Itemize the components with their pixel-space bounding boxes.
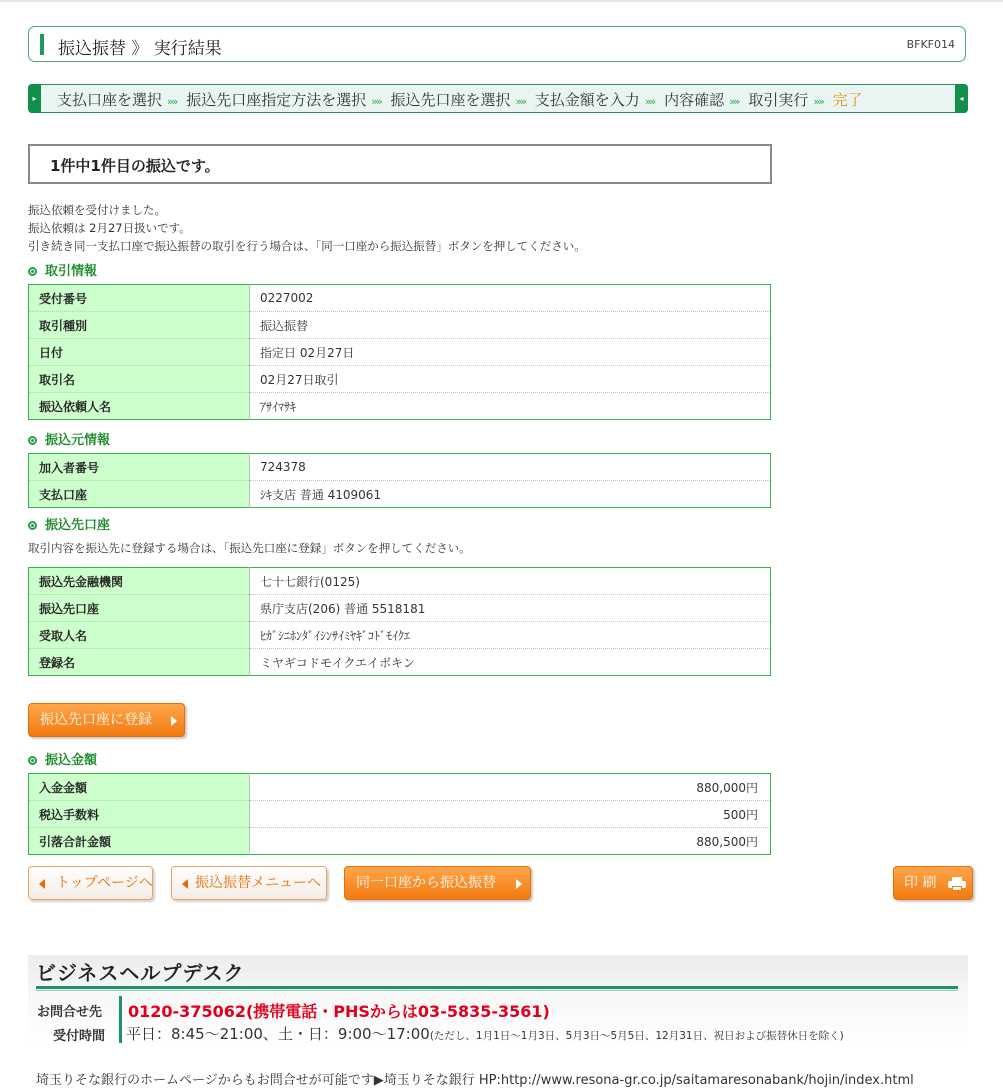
table-row xyxy=(29,622,771,649)
page-title: 振込振替 》 実行結果 xyxy=(58,39,222,59)
row-label: 支払口座 xyxy=(29,481,250,508)
step-separator-icon: »» xyxy=(644,95,655,108)
row-value: 500円 xyxy=(250,801,771,828)
step-6: 取引実行 xyxy=(748,91,809,109)
section-source-header xyxy=(28,429,110,447)
step-separator-icon: »» xyxy=(371,95,381,108)
step-right-cap-icon: ◂ xyxy=(955,84,968,113)
step-5: 内容確認 xyxy=(664,91,725,109)
same-account-transfer-button[interactable] xyxy=(344,866,531,900)
table-row xyxy=(29,828,771,855)
message-continue: 引き続き同一支払口座で振込振替の取引を行う場合は、「同一口座から振込振替」ボタンを押してください。 xyxy=(28,239,586,253)
table-row xyxy=(29,595,771,622)
step-separator-icon: »» xyxy=(729,95,739,108)
row-value: ﾋｶﾞｼﾆﾎﾝﾀﾞｲｼﾝｻｲﾐﾔｷﾞｺﾄﾞﾓｲｸｴ xyxy=(250,622,771,649)
row-label: 入金金額 xyxy=(29,774,250,801)
print-button[interactable] xyxy=(893,866,973,900)
printer-icon xyxy=(948,877,966,890)
business-hours-text: 平日：8:45～21:00、土・日：9:00～17:00 xyxy=(126,1025,430,1043)
source-info-table xyxy=(28,453,771,508)
transaction-info-table xyxy=(28,284,771,420)
register-destination-label: 振込先口座に登録 xyxy=(40,712,152,728)
contact-phone: 0120-375062(携帯電話・PHSからは03-5835-3561) xyxy=(128,1002,550,1021)
row-value: 振込振替 xyxy=(250,312,771,339)
row-value: 880,500円 xyxy=(696,834,758,849)
table-row xyxy=(29,568,771,595)
business-hours-note: (ただし、1月1日～1月3日、5月3日～5月5日、12月31日、祝日および振替休日を除く) xyxy=(429,1030,844,1042)
row-label: 振込先金融機関 xyxy=(29,568,250,595)
table-row xyxy=(29,454,771,481)
row-label: 振込先口座 xyxy=(29,595,250,622)
table-row xyxy=(29,366,771,393)
step-4: 支払金額を入力 xyxy=(534,91,640,109)
help-desk-title: ビジネスヘルプデスク xyxy=(36,961,245,985)
help-desk-divider-thin xyxy=(36,990,958,991)
title-accent-bar xyxy=(40,34,44,55)
top-border xyxy=(0,0,1003,2)
section-title: 振込金額 xyxy=(45,753,98,768)
page-title-bar xyxy=(28,26,966,62)
row-value: 指定日 02月27日 xyxy=(250,339,771,366)
row-label: 日付 xyxy=(29,339,250,366)
row-label: 税込手数料 xyxy=(29,801,250,828)
transfer-count-text: 1件中1件目の振込です。 xyxy=(50,157,220,175)
table-row xyxy=(29,285,771,312)
screen-id: BFKF014 xyxy=(906,38,955,51)
row-value: 02月27日取引 xyxy=(250,366,771,393)
transfer-menu-button[interactable] xyxy=(171,866,327,900)
arrow-right-icon xyxy=(171,716,177,726)
step-indicator xyxy=(28,84,968,113)
section-bullet-icon xyxy=(28,756,37,765)
hours-label: 受付時間 xyxy=(53,1029,106,1044)
row-label: 登録名 xyxy=(29,649,250,676)
business-hours xyxy=(126,1023,844,1044)
row-label: 振込依頼人名 xyxy=(29,393,250,420)
table-row xyxy=(29,339,771,366)
section-bullet-icon xyxy=(28,267,37,276)
step-separator-icon: »» xyxy=(813,95,823,108)
arrow-right-icon xyxy=(516,879,522,889)
row-label: 取引種別 xyxy=(29,312,250,339)
row-value: ｼｷ支店 普通 4109061 xyxy=(260,487,382,502)
amount-info-table xyxy=(28,773,771,855)
register-destination-button[interactable] xyxy=(28,703,185,737)
print-label: 印 刷 xyxy=(904,875,937,891)
row-label: 取引名 xyxy=(29,366,250,393)
row-value: ｱｻｲﾏｻｷ xyxy=(260,399,297,414)
section-amount-header xyxy=(28,749,97,767)
arrow-left-icon xyxy=(182,879,188,889)
table-row xyxy=(29,774,771,801)
section-transaction-header xyxy=(28,260,97,278)
row-value: 七十七銀行(0125) xyxy=(250,568,771,595)
section-title: 振込先口座 xyxy=(45,518,111,533)
help-desk-vertical-bar xyxy=(119,996,122,1043)
top-page-button[interactable] xyxy=(28,866,153,900)
row-label: 引落合計金額 xyxy=(29,828,250,855)
destination-info-table xyxy=(28,567,771,676)
table-row xyxy=(29,312,771,339)
destination-note: 取引内容を振込先に登録する場合は、「振込先口座に登録」ボタンを押してください。 xyxy=(28,541,471,555)
step-3: 振込先口座を選択 xyxy=(390,91,511,109)
step-1: 支払口座を選択 xyxy=(57,91,163,109)
section-title: 振込元情報 xyxy=(45,433,111,448)
step-track xyxy=(57,89,863,110)
transfer-menu-label: 振込振替メニューへ xyxy=(195,875,321,891)
same-account-transfer-label: 同一口座から振込振替 xyxy=(356,875,496,891)
table-row xyxy=(29,801,771,828)
step-2: 振込先口座指定方法を選択 xyxy=(186,91,367,109)
step-separator-icon: »» xyxy=(515,95,526,108)
row-label: 受取人名 xyxy=(29,622,250,649)
step-current: 完了 xyxy=(832,91,863,109)
row-value: 0227002 xyxy=(250,285,771,312)
step-separator-icon: »» xyxy=(167,95,177,108)
section-bullet-icon xyxy=(28,436,37,445)
message-date: 振込依頼は 2月27日扱いです。 xyxy=(28,221,191,235)
section-destination-header xyxy=(28,514,110,532)
table-row xyxy=(29,649,771,676)
web-inquiry-text[interactable]: 埼玉りそな銀行のホームページからもお問合せが可能です▶埼玉りそな銀行 HP:http://www.resona-gr.co.jp/saitamaresonabank/hojin/index.html xyxy=(36,1073,914,1088)
row-value: ミヤギコドモイクエイボキン xyxy=(260,655,416,670)
transfer-count-box xyxy=(28,144,772,184)
table-row xyxy=(29,481,771,508)
arrow-left-icon xyxy=(39,879,45,889)
table-row xyxy=(29,393,771,420)
contact-label: お問合せ先 xyxy=(37,1005,103,1020)
row-value: 880,000円 xyxy=(250,774,771,801)
top-page-label: トップページへ xyxy=(56,875,153,891)
section-bullet-icon xyxy=(28,521,37,530)
row-value: 県庁支店(206) 普通 5518181 xyxy=(250,595,771,622)
help-desk-panel xyxy=(28,955,968,1087)
message-accepted: 振込依頼を受付けました。 xyxy=(28,203,166,217)
section-title: 取引情報 xyxy=(45,264,98,279)
step-left-cap-icon: ▸ xyxy=(28,84,41,113)
row-label: 受付番号 xyxy=(29,285,250,312)
row-label: 加入者番号 xyxy=(29,454,250,481)
help-desk-divider xyxy=(36,986,958,989)
row-value: 724378 xyxy=(250,454,771,481)
